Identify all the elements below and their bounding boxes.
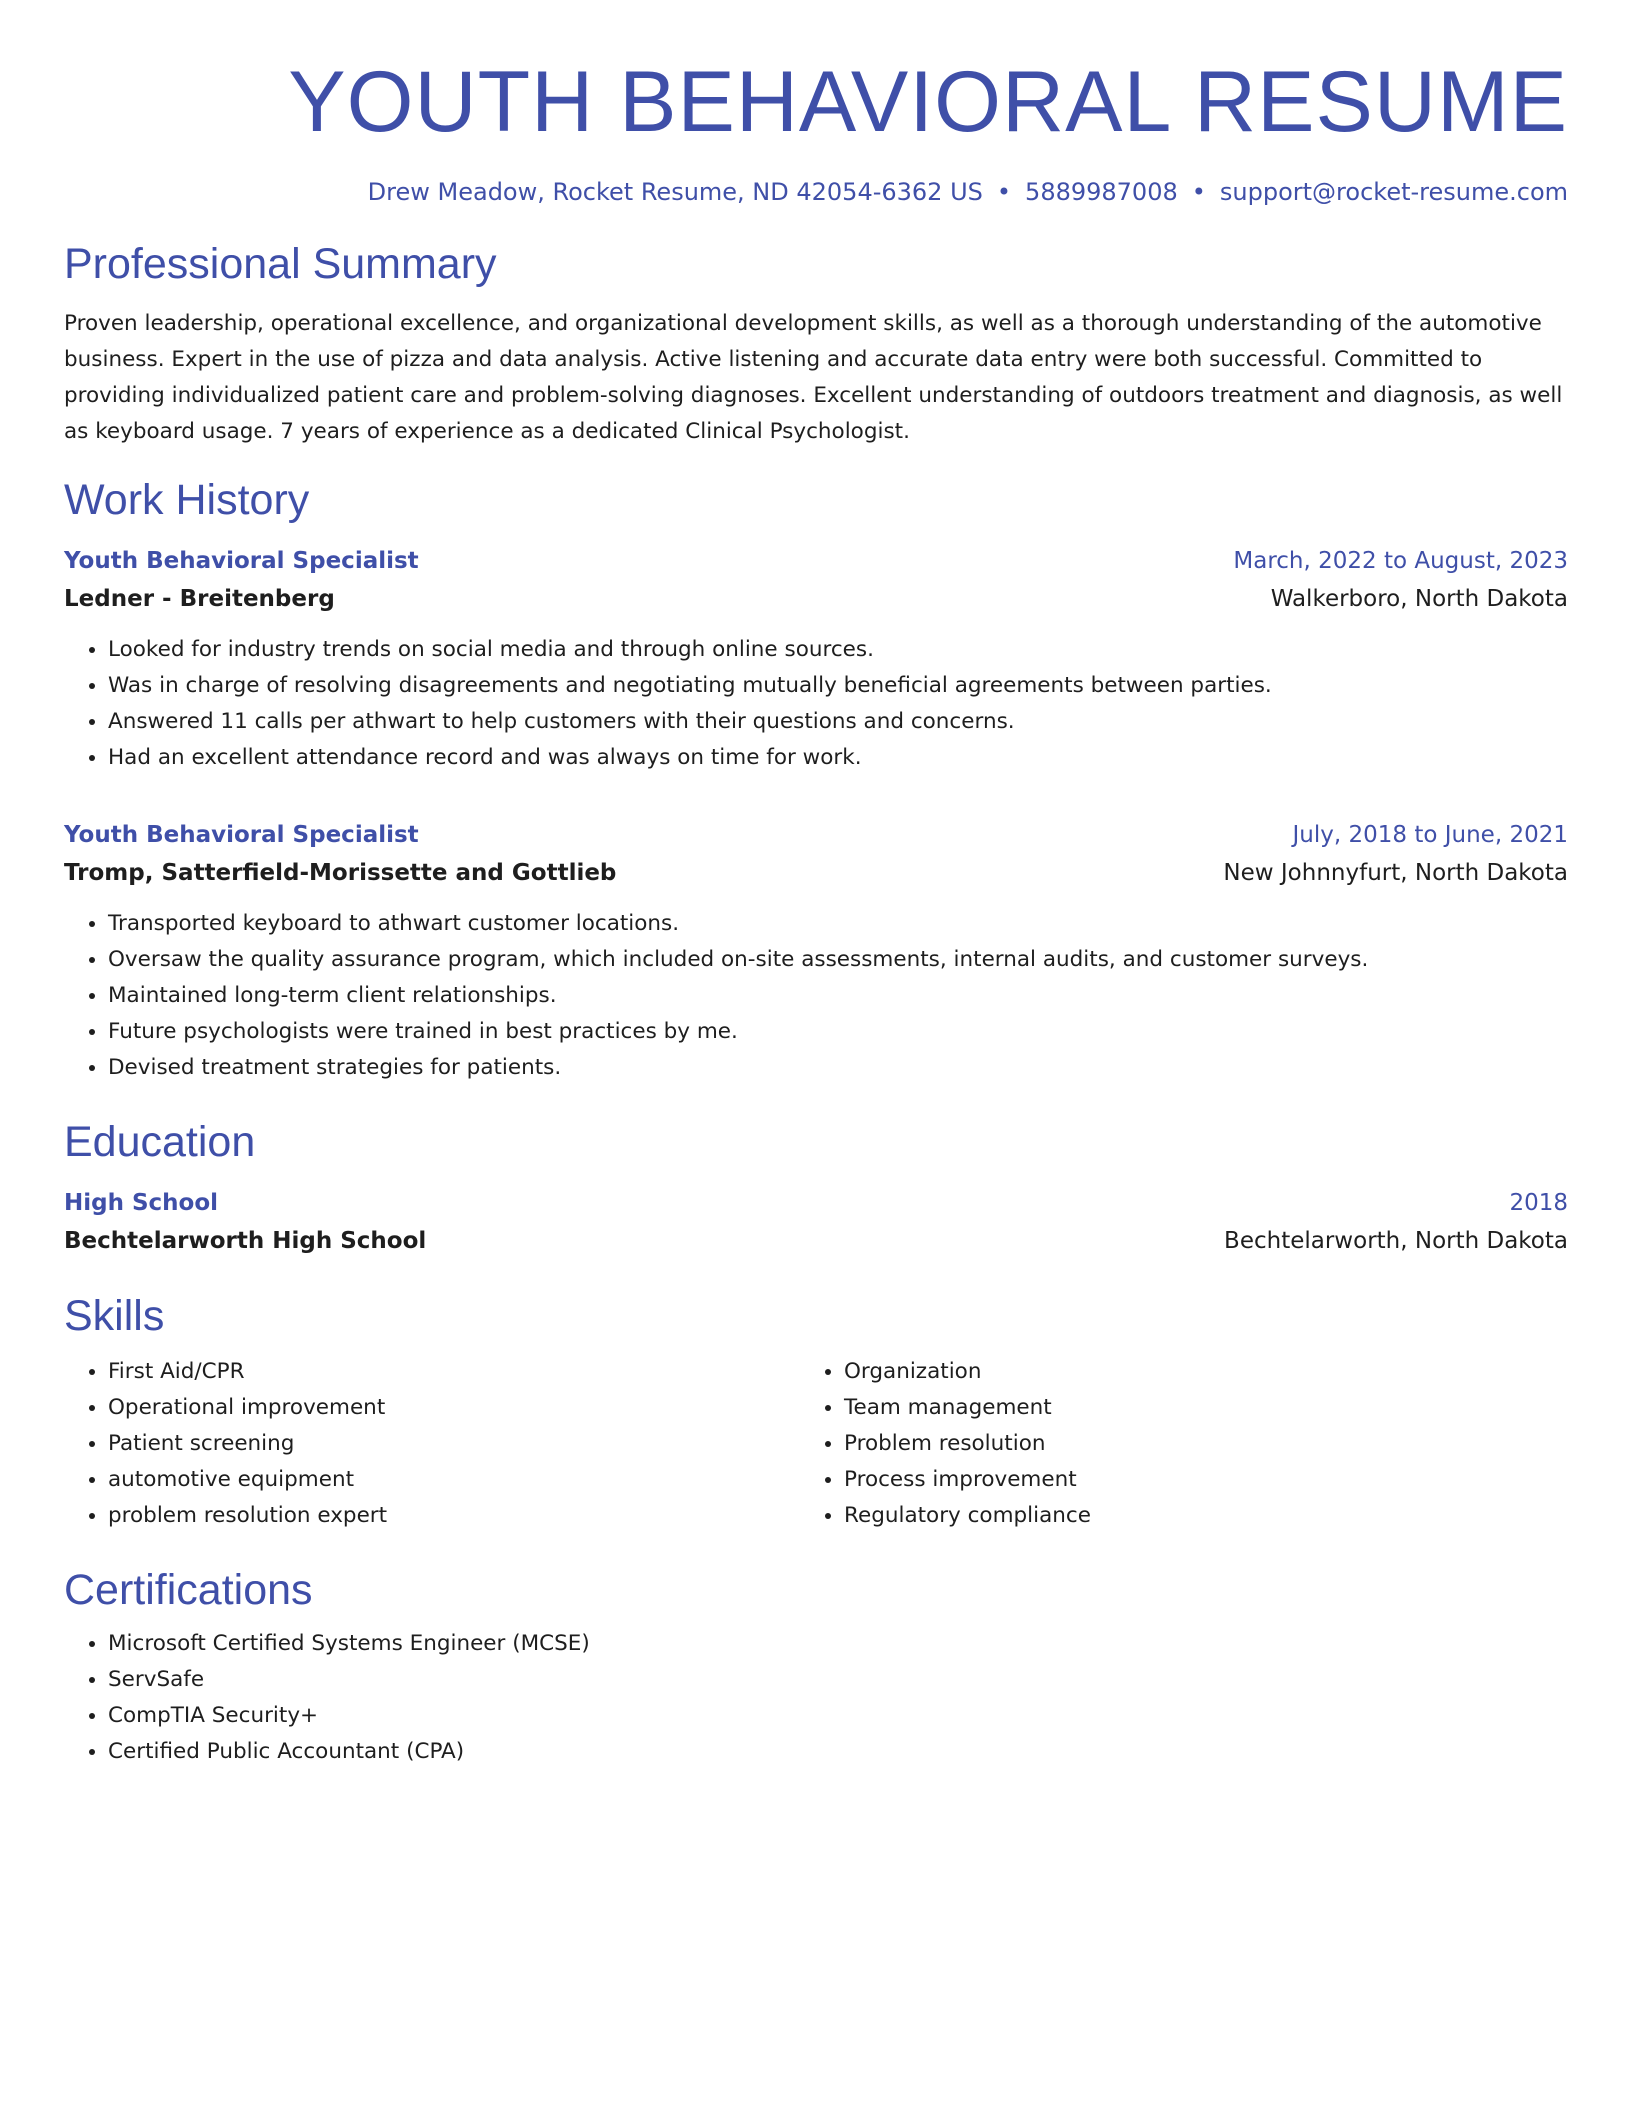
contact-address: Drew Meadow, Rocket Resume, ND 42054-6362 US bbox=[367, 178, 983, 206]
section-title-education: Education bbox=[64, 1118, 256, 1166]
job-company-row bbox=[64, 580, 1568, 618]
skill-item: • Operational improvement bbox=[108, 1390, 800, 1426]
skill-item: • Process improvement bbox=[844, 1462, 1536, 1498]
job-entry bbox=[64, 816, 1568, 1086]
education-header-row bbox=[64, 1184, 1568, 1222]
certifications-list bbox=[64, 1626, 1568, 1770]
section-title-summary: Professional Summary bbox=[64, 240, 497, 288]
contact-line bbox=[64, 176, 1568, 208]
work-history-section bbox=[64, 472, 1568, 1086]
list-item: • Maintained long-term client relationships. bbox=[108, 978, 1568, 1014]
education-degree: High School bbox=[64, 1190, 219, 1216]
job-header-row bbox=[64, 816, 1568, 854]
job-title: Youth Behavioral Specialist bbox=[64, 822, 419, 848]
skill-item: • Patient screening bbox=[108, 1426, 800, 1462]
list-item: • Looked for industry trends on social media and through online sources. bbox=[108, 632, 1568, 668]
summary-text: Proven leadership, operational excellence, and organizational development skills, as well as a thorough understanding of the automotive business. Expert in the use of pizza and data analysis. Active listening and accurate data entry were both successful. Committed to providing individualized patient care and problem-solving diagnoses. Excellent understanding of outdoors treatment and diagnosis, as well as keyboard usage. 7 years of experience as a dedicated Clinical Psychologist. bbox=[64, 311, 1563, 444]
professional-summary-section bbox=[64, 236, 1568, 450]
education-school-row bbox=[64, 1222, 1568, 1260]
skill-item: • Problem resolution bbox=[844, 1426, 1536, 1462]
job-location: New Johnnyfurt, North Dakota bbox=[1223, 860, 1568, 886]
section-title-skills: Skills bbox=[64, 1292, 165, 1340]
job-location: Walkerboro, North Dakota bbox=[1270, 586, 1568, 612]
job-company: Tromp, Satterfield-Morissette and Gottlieb bbox=[64, 860, 617, 886]
skill-item: • Organization bbox=[844, 1354, 1536, 1390]
contact-email: support@rocket-resume.com bbox=[1219, 178, 1568, 206]
certifications-section bbox=[64, 1562, 1568, 1770]
list-item: • Answered 11 calls per athwart to help customers with their questions and concerns. bbox=[108, 704, 1568, 740]
certification-item: • ServSafe bbox=[108, 1662, 1568, 1698]
skill-item: • First Aid/CPR bbox=[108, 1354, 800, 1390]
job-header-row bbox=[64, 542, 1568, 580]
contact-separator: • bbox=[996, 178, 1012, 206]
certification-item: • Certified Public Accountant (CPA) bbox=[108, 1734, 1568, 1770]
skill-item: • Regulatory compliance bbox=[844, 1498, 1536, 1534]
list-item: • Devised treatment strategies for patients. bbox=[108, 1050, 1568, 1086]
job-entry bbox=[64, 542, 1568, 776]
job-dates: March, 2022 to August, 2023 bbox=[1233, 548, 1568, 574]
contact-separator: • bbox=[1191, 178, 1206, 206]
job-company-row bbox=[64, 854, 1568, 892]
job-title: Youth Behavioral Specialist bbox=[64, 548, 419, 574]
education-section bbox=[64, 1114, 1568, 1260]
education-year: 2018 bbox=[1509, 1190, 1568, 1216]
skill-item: • problem resolution expert bbox=[108, 1498, 800, 1534]
education-entry bbox=[64, 1184, 1568, 1260]
candidate-name: YOUTH BEHAVIORAL RESUME bbox=[288, 54, 1568, 150]
certification-item: • Microsoft Certified Systems Engineer (MCSE) bbox=[108, 1626, 1568, 1662]
list-item: • Future psychologists were trained in best practices by me. bbox=[108, 1014, 1568, 1050]
education-location: Bechtelarworth, North Dakota bbox=[1224, 1228, 1568, 1254]
skill-item: • Team management bbox=[844, 1390, 1536, 1426]
list-item: • Had an excellent attendance record and was always on time for work. bbox=[108, 740, 1568, 776]
list-item: • Oversaw the quality assurance program, which included on-site assessments, internal audits, and customer surveys. bbox=[108, 942, 1568, 978]
certification-item: • CompTIA Security+ bbox=[108, 1698, 1568, 1734]
job-bullets bbox=[64, 906, 1568, 1086]
skills-column-right bbox=[800, 1354, 1536, 1534]
job-dates: July, 2018 to June, 2021 bbox=[1292, 822, 1568, 848]
job-company: Ledner - Breitenberg bbox=[64, 586, 335, 612]
resume-header bbox=[64, 0, 1568, 208]
section-title-certifications: Certifications bbox=[64, 1566, 313, 1614]
list-item: • Was in charge of resolving disagreements and negotiating mutually beneficial agreements between parties. bbox=[108, 668, 1568, 704]
skills-section bbox=[64, 1288, 1568, 1534]
skills-grid bbox=[64, 1354, 1568, 1534]
skills-column-left bbox=[64, 1354, 800, 1534]
education-school: Bechtelarworth High School bbox=[64, 1228, 427, 1254]
skill-item: • automotive equipment bbox=[108, 1462, 800, 1498]
contact-phone: 5889987008 bbox=[1025, 178, 1178, 206]
list-item: • Transported keyboard to athwart customer locations. bbox=[108, 906, 1568, 942]
section-title-work: Work History bbox=[64, 476, 310, 524]
job-bullets bbox=[64, 632, 1568, 776]
